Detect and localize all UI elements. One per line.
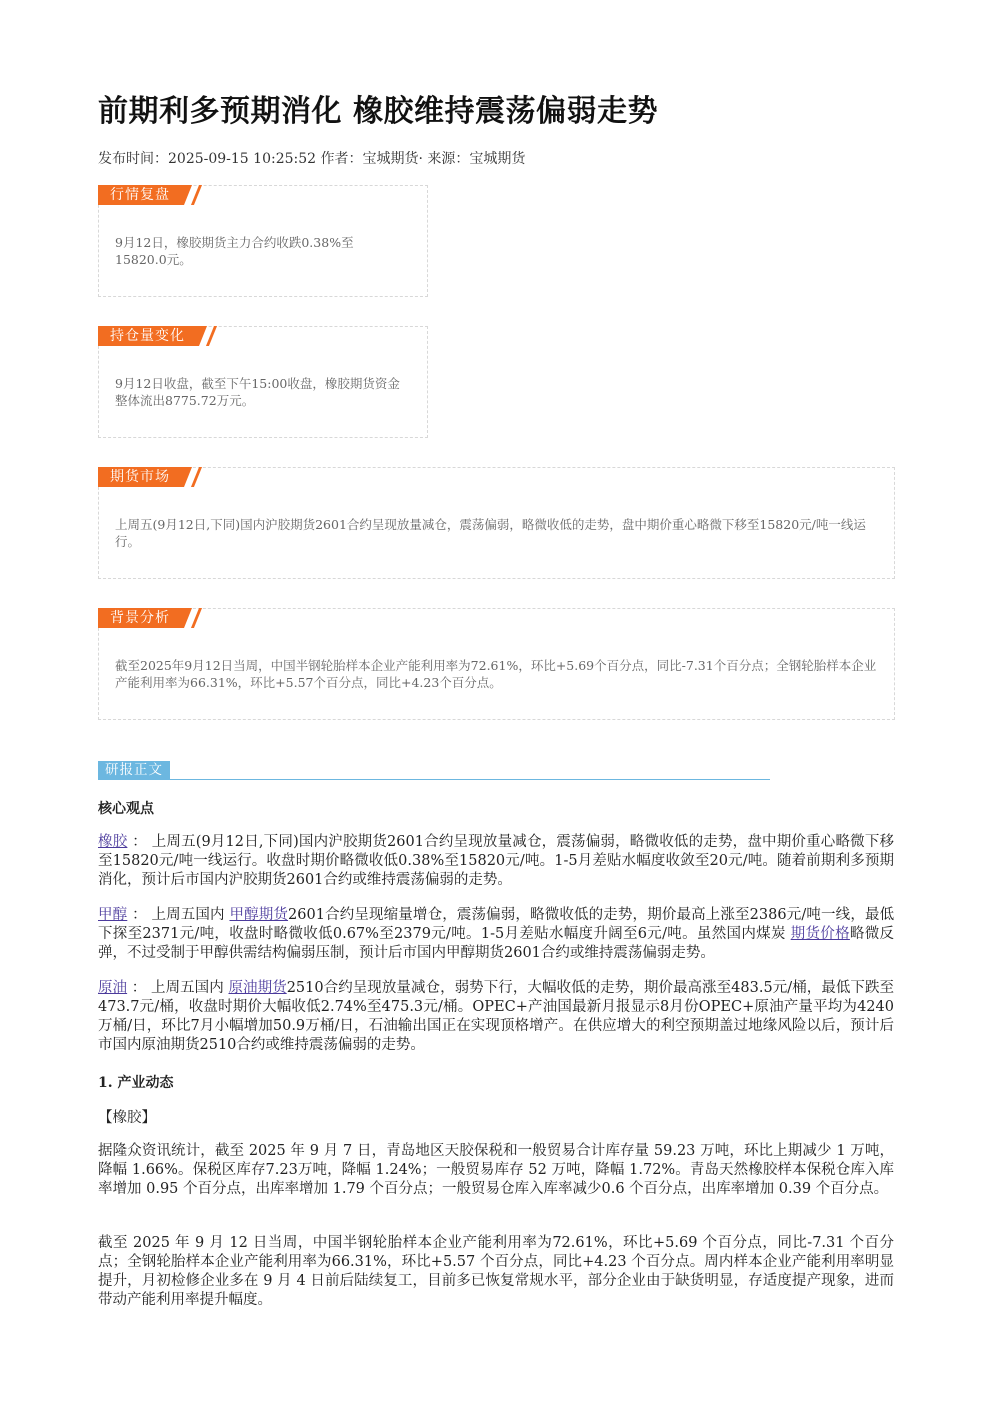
article-meta: 发布时间：2025-09-15 10:25:52 作者：宝城期货· 来源：宝城期货 — [98, 151, 526, 167]
crude-text-post: 2510合约呈现放量减仓，弱势下行，大幅收低的走势，期价最高涨至483.5元/桶，最低下跌至473.7元/桶，收盘时期价大幅收低2.74%至475.3元/桶。OPEC+产油国最新月报显示8月份OPEC+原油产量平均为4240万桶/日，环比7月小幅增加50.9万桶/日，石油输出国正在实现顶格增产。在供应增大的利空预期盖过地缘风险以后，预计后市国内原油期货2510合约或维持震荡偏弱的走势。 — [98, 980, 895, 1053]
report-section-tag: 研报正文 — [98, 761, 170, 780]
label-separator: ： — [132, 834, 147, 850]
industry-paragraph-2: 截至 2025 年 9 月 12 日当周，中国半钢轮胎样本企业产能利用率为72.61%，环比+5.69 个百分点，同比-7.31 个百分点；全钢轮胎样本企业产能利用率为66.31%，环比+5.57 个百分点，同比+4.23 个百分点。周内样本企业产能利用率明显提升，月初检修企业多在 9 月 4 日前后陆续复工，目前多已恢复常规水平，部分企业由于缺货明显，存适度提产现象，进而带动产能利用率提升幅度。 — [98, 1235, 894, 1308]
label-separator: ： — [132, 907, 147, 923]
crude-paragraph — [98, 979, 894, 1055]
summary-tag: 行情复盘 — [98, 185, 184, 205]
methanol-futures-link[interactable]: 甲醇期货 — [229, 907, 289, 923]
methanol-paragraph — [98, 906, 894, 963]
methanol-text-mid: 2601合约呈现缩量增仓，震荡偏弱，略微收低的走势，期价最高上涨至2386元/吨一线，最低下探至2371元/吨，收盘时略微收低0.67%至2379元/吨。1-5月差贴水幅度升阔至6元/吨。虽然国内煤炭 — [98, 907, 895, 942]
industry-heading: 1. 产业动态 — [98, 1075, 174, 1091]
methanol-text-pre: 上周五国内 — [151, 907, 225, 923]
summary-text: 9月12日收盘，截至下午15:00收盘，橡胶期货资金整体流出8775.72万元。 — [115, 376, 400, 408]
crude-text-pre: 上周五国内 — [151, 980, 224, 996]
methanol-link[interactable]: 甲醇 — [98, 907, 128, 923]
summary-box-market-review — [98, 185, 428, 297]
rubber-link[interactable]: 橡胶 — [98, 834, 128, 850]
crude-link[interactable]: 原油 — [98, 980, 128, 996]
industry-paragraph-1: 据隆众资讯统计，截至 2025 年 9 月 7 日，青岛地区天胶保税和一般贸易合计库存量 59.23 万吨，环比上期减少 1 万吨，降幅 1.66%。保税区库存7.23万吨，降幅 1.24%；一般贸易库存 52 万吨，降幅 1.72%。青岛天然橡胶样本保税仓库入库率增加 0.95 个百分点，出库率增加 1.79 个百分点；一般贸易仓库入库率减少0.6 个百分点，出库率增加 0.39 个百分点。 — [98, 1143, 894, 1197]
rubber-paragraph — [98, 833, 894, 890]
summary-box-position-change — [98, 326, 428, 438]
core-views-heading: 核心观点 — [98, 801, 154, 817]
futures-price-link[interactable]: 期货价格 — [790, 926, 850, 942]
report-section-header — [98, 761, 770, 781]
report-section-divider — [168, 779, 770, 780]
rubber-bracket-heading: 【橡胶】 — [98, 1110, 156, 1126]
summary-box-futures-market — [98, 467, 895, 579]
summary-tag: 持仓量变化 — [98, 326, 199, 346]
article-title: 前期利多预期消化 橡胶维持震荡偏弱走势 — [98, 94, 658, 129]
rubber-text: 上周五(9月12日,下同)国内沪胶期货2601合约呈现放量减仓，震荡偏弱，略微收低的走势，盘中期价重心略微下移至15820元/吨一线运行。收盘时期价略微收低0.38%至15820元/吨。1-5月差贴水幅度收敛至20元/吨。随着前期利多预期消化，预计后市国内沪胶期货2601合约或维持震荡偏弱的走势。 — [98, 834, 895, 888]
crude-futures-link[interactable]: 原油期货 — [228, 980, 287, 996]
summary-tag: 期货市场 — [98, 467, 184, 487]
summary-text: 截至2025年9月12日当周，中国半钢轮胎样本企业产能利用率为72.61%，环比+5.69个百分点，同比-7.31个百分点；全钢轮胎样本企业产能利用率为66.31%，环比+5.57个百分点，同比+4.23个百分点。 — [115, 658, 877, 690]
label-separator: ： — [131, 980, 147, 996]
summary-tag: 背景分析 — [98, 608, 184, 628]
methanol-text-post: 略微反弹，不过受制于甲醇供需结构偏弱压制，预计后市国内甲醇期货2601合约或维持震荡偏弱走势。 — [98, 926, 895, 961]
summary-text: 9月12日，橡胶期货主力合约收跌0.38%至15820.0元。 — [115, 235, 354, 267]
summary-text: 上周五(9月12日,下同)国内沪胶期货2601合约呈现放量减仓，震荡偏弱，略微收低的走势，盘中期价重心略微下移至15820元/吨一线运行。 — [115, 517, 866, 549]
summary-box-background — [98, 608, 895, 720]
